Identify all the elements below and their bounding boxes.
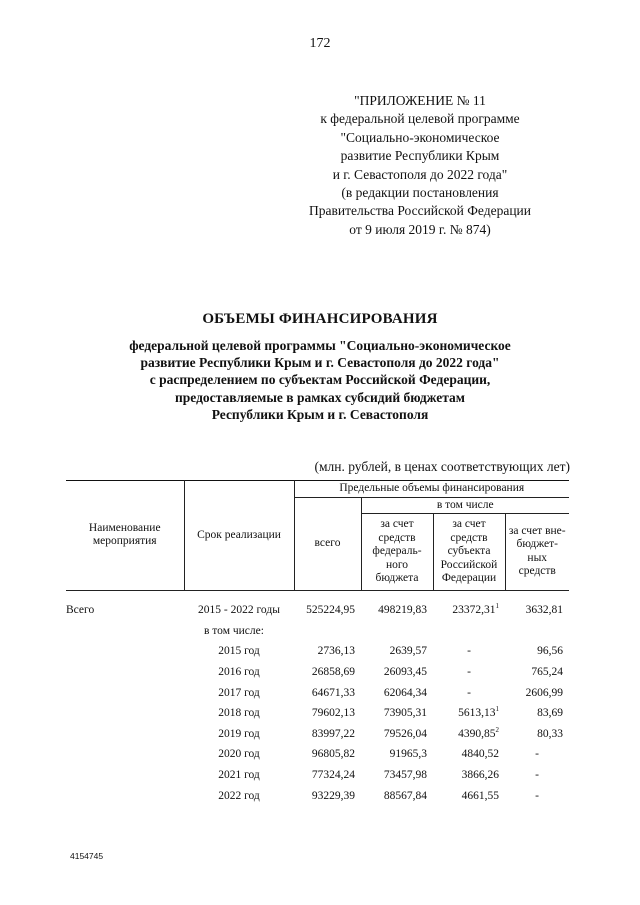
- row-total: 64671,33: [311, 686, 355, 699]
- row-offbudget: 83,69: [537, 707, 563, 720]
- row-federal: 2639,57: [389, 645, 427, 658]
- row-period: 2022 год: [218, 789, 260, 802]
- row-federal: 62064,34: [383, 686, 427, 699]
- table-row: [66, 765, 569, 786]
- row-subject: 4661,55: [461, 789, 499, 802]
- appendix-line: и г. Севастополя до 2022 года": [332, 166, 508, 182]
- subtitle-line: предоставляемые в рамках субсидий бюджетам: [174, 389, 465, 405]
- row-subject: 5613,13$^1$: [458, 705, 499, 720]
- table-row: [66, 682, 569, 703]
- row-subject: 23372,31$^1$: [452, 601, 499, 616]
- table-row: [66, 723, 569, 744]
- footnote-mark: 2: [495, 725, 499, 734]
- row-period: 2020 год: [218, 748, 260, 761]
- header-total: всего: [294, 497, 361, 590]
- appendix-line: Правительства Российской Федерации: [309, 203, 531, 219]
- footnote-mark: 1: [495, 601, 499, 610]
- header-funding-group: Предельные объемы финансирования: [294, 481, 569, 498]
- appendix-line: "Социально-экономическое: [340, 129, 500, 145]
- row-total: 96805,82: [311, 748, 355, 761]
- header-subject: за счет средств субъекта Российской Федерации: [433, 514, 505, 591]
- row-period: 2018 год: [218, 707, 260, 720]
- row-total: 2736,13: [317, 645, 355, 658]
- appendix-header: [270, 92, 570, 239]
- table-row: [66, 785, 569, 806]
- row-federal: 26093,45: [383, 665, 427, 678]
- row-period: 2021 год: [218, 768, 260, 781]
- row-total: 26858,69: [311, 665, 355, 678]
- appendix-line: от 9 июля 2019 г. № 874): [349, 221, 491, 237]
- table-row-including: [66, 621, 569, 642]
- row-offbudget: 765,24: [531, 665, 563, 678]
- subtitle-line: с распределением по субъектам Российской Федерации,: [149, 372, 491, 388]
- table-row: [66, 744, 569, 765]
- subtitle-line: Республики Крым и г. Севастополя: [211, 406, 429, 422]
- subtitle-line: федеральной целевой программы "Социально-экономическое: [129, 338, 511, 353]
- document-title: ОБЪЕМЫ ФИНАНСИРОВАНИЯ: [202, 311, 438, 327]
- table-row: [66, 662, 569, 683]
- row-total: 93229,39: [311, 789, 355, 802]
- table-body: [66, 590, 569, 806]
- row-federal: 73457,98: [383, 768, 427, 781]
- row-offbudget: -: [535, 789, 539, 802]
- row-total: 77324,24: [311, 768, 355, 781]
- header-period: Срок реализации: [184, 481, 294, 591]
- appendix-line: (в редакции постановления: [341, 185, 499, 201]
- appendix-line: развитие Республики Крым: [340, 148, 500, 164]
- row-federal: 498219,83: [378, 603, 427, 616]
- row-period: 2019 год: [218, 727, 260, 740]
- row-federal: 88567,84: [383, 789, 427, 802]
- appendix-line: к федеральной целевой программе: [320, 111, 520, 127]
- row-subject: 3866,26: [461, 768, 499, 781]
- row-offbudget: 80,33: [537, 727, 563, 740]
- row-offbudget: 3632,81: [525, 603, 563, 616]
- row-subject: 4840,52: [461, 748, 499, 761]
- row-subject: -: [467, 665, 471, 678]
- table-row-total: [66, 590, 569, 621]
- row-total: 83997,22: [311, 727, 355, 740]
- table-row: [66, 703, 569, 724]
- units-note: (млн. рублей, в ценах соответствующих лет): [314, 459, 570, 474]
- row-federal: 91965,3: [389, 748, 427, 761]
- row-federal: 73905,31: [383, 707, 427, 720]
- document-code: 4154745: [70, 851, 104, 861]
- header-offbudget: за счет вне-бюджет-ных средств: [505, 514, 569, 591]
- header-federal: за счет средств федераль-ного бюджета: [361, 514, 433, 591]
- row-federal: 79526,04: [383, 727, 427, 740]
- row-total: 525224,95: [306, 603, 355, 616]
- row-subject: -: [467, 645, 471, 658]
- row-period: 2015 - 2022 годы: [198, 603, 280, 616]
- appendix-line: "ПРИЛОЖЕНИЕ № 11: [354, 93, 486, 108]
- row-subject: 4390,85$^2$: [458, 725, 499, 740]
- header-including: в том числе: [361, 497, 569, 514]
- row-offbudget: -: [535, 768, 539, 781]
- document-subtitle: [0, 337, 640, 423]
- row-name: Всего: [66, 603, 95, 616]
- page-number: 172: [309, 36, 331, 51]
- row-period: 2015 год: [218, 645, 260, 658]
- row-period: 2016 год: [218, 665, 260, 678]
- row-offbudget: 2606,99: [525, 686, 563, 699]
- row-offbudget: 96,56: [537, 645, 563, 658]
- including-label: в том числе:: [204, 624, 264, 637]
- row-offbudget: -: [535, 748, 539, 761]
- subtitle-line: развитие Республики Крым и г. Севастополя до 2022 года": [140, 355, 500, 371]
- header-name: Наименование мероприятия: [66, 481, 184, 591]
- row-total: 79602,13: [311, 707, 355, 720]
- footnote-mark: 1: [495, 705, 499, 714]
- row-subject: -: [467, 686, 471, 699]
- row-period: 2017 год: [218, 686, 260, 699]
- financing-table: [66, 480, 569, 806]
- table-row: [66, 641, 569, 662]
